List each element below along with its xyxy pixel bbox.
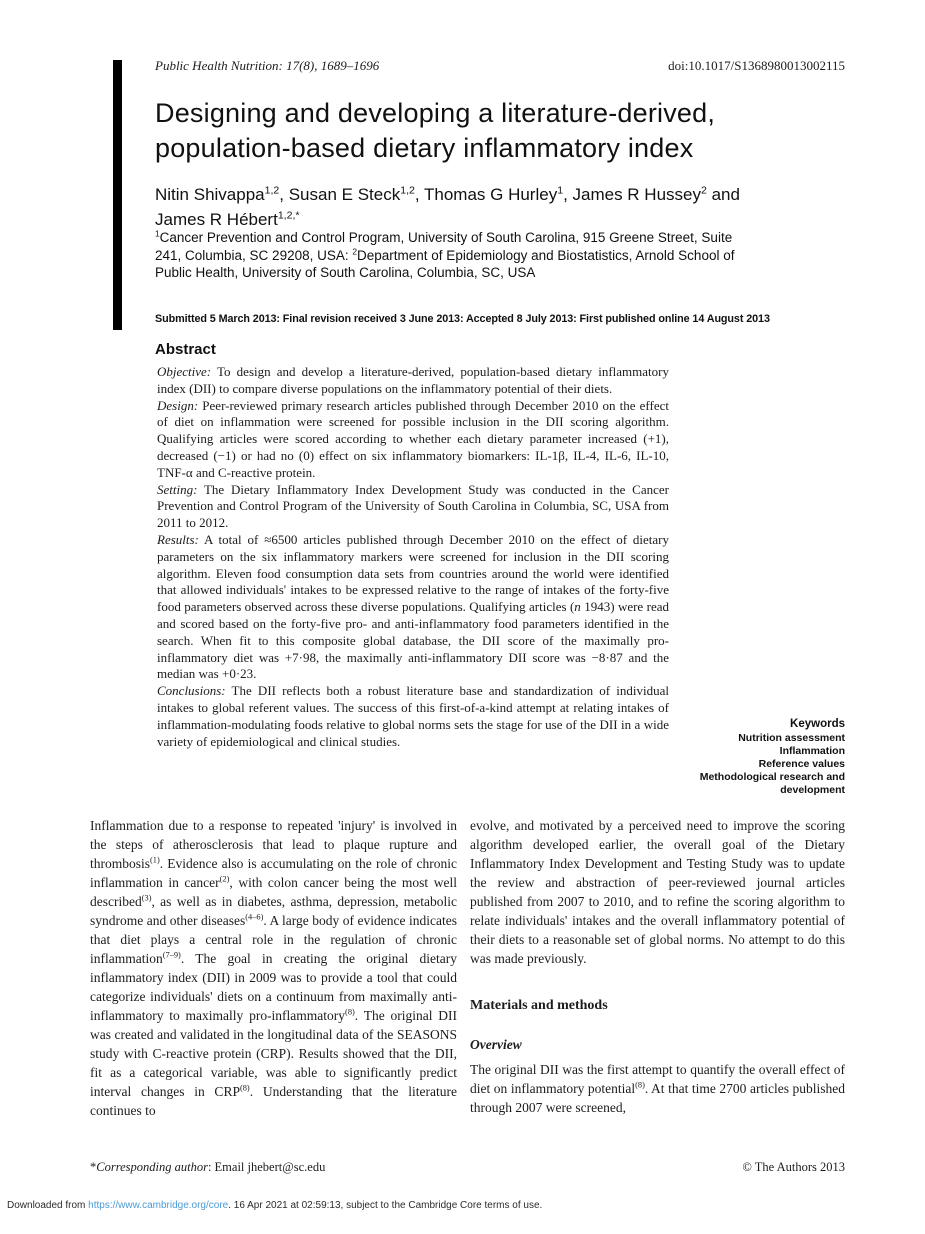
abstract-paragraph-setting: Setting: The Dietary Inflammatory Index Development Study was conducted in the Cancer Prevention and Control Program of the University of South Carolina in Columbia, SC, USA from 2011 to 2012. (157, 481, 669, 531)
abstract-paragraph-objective: Objective: To design and develop a literature-derived, population-based dietary inflammatory index (DII) to compare diverse populations on the inflammatory potential of their diets. (157, 364, 669, 396)
corresponding-author-note: *Corresponding author: Email jhebert@sc.edu (90, 1160, 326, 1174)
section-heading-materials-and-methods: Materials and methods (470, 998, 608, 1013)
abstract-paragraph-design: Design: Peer-reviewed primary research articles published through December 2010 on the effect of diet on inflammation were screened for possible inclusion in the DII scoring algorithm. Qualifying articles were scored according to whether each dietary parameter increased (+1), decreased (−1) or had no (0) effect on six inflammatory biomarkers: IL-1β, IL-4, IL-6, IL-10, TNF-α and C-reactive protein. (157, 397, 669, 480)
margin-bar (113, 60, 122, 330)
article-title: Designing and developing a literature-derived, population-based dietary inflammatory index (155, 98, 716, 163)
abstract-heading: Abstract (155, 341, 216, 358)
submission-history: Submitted 5 March 2013: Final revision received 3 June 2013: Accepted 8 July 2013: First published online 14 August 2013 (155, 313, 770, 325)
abstract-paragraph-results: Results: A total of ≈6500 articles published through December 2010 on the effect of dietary parameters on the six inflammatory markers were screened for inclusion in the DII scoring algorithm. Eleven food consumption data sets from countries around the world were identified that allowed individuals' intakes to be expressed relative to the range of intakes of the forty-five food parameters observed across these diverse populations. Qualifying articles (n 1943) were read and scored based on the forty-five pro- and anti-inflammatory food parameters identified in the search. When fit to this composite global database, the DII score of the maximally pro-inflammatory diet was +7·98, the maximally anti-inflammatory DII score was −8·87 and the median was +0·23. (157, 531, 669, 682)
keyword-item: Methodological research and development (699, 771, 845, 796)
download-notice: Downloaded from https://www.cambridge.org/core. 16 Apr 2021 at 02:59:13, subject to the Cambridge Core terms of use. (7, 1200, 543, 1211)
keywords-heading: Keywords (790, 718, 845, 730)
keyword-item: Nutrition assessment (738, 732, 845, 744)
body-left-column (90, 816, 457, 1120)
body-right-column (470, 816, 845, 1117)
copyright-notice: © The Authors 2013 (742, 1160, 845, 1174)
body-paragraph: Inflammation due to a response to repeated 'injury' is involved in the steps of atherosclerosis that lead to plaque rupture and thrombosis$^{(1)}$. Evidence also is accumulating on the role of chronic inflammation in cancer$^{(2)}$, with colon cancer being the most well described$^{(3)}$, as well as in diabetes, asthma, depression, metabolic syndrome and other diseases$^{(4-6)}$. A large body of evidence indicates that diet plays a central role in the regulation of chronic inflammation$^{(7-9)}$. The goal in creating the original dietary inflammatory index (DII) in 2009 was to provide a tool that could categorize individuals' diets on a continuum from maximally anti-inflammatory to maximally pro-inflammatory$^{(8)}$. The original DII was created and validated in the longitudinal data of the SEASONS study with C-reactive protein (CRP). Results showed that the DII, fit as a categorical variable, was able to significantly predict interval changes in CRP$^{(8)}$. Understanding that the literature continues to (90, 818, 457, 1118)
abstract-body (157, 364, 669, 750)
keyword-item: Reference values (758, 758, 845, 770)
body-paragraph: evolve, and motivated by a perceived need to improve the scoring algorithm developed earlier, the overall goal of the Dietary Inflammatory Index Development and Testing Study was to update the review and abstraction of peer-reviewed journal articles published from 2007 to 2010, and to refine the scoring algorithm to relate individuals' intakes and the overall inflammatory potential of their diets to a reasonable set of global norms. No attempt to do this was made previously. (470, 818, 845, 966)
keywords-block (677, 718, 845, 797)
cambridge-core-link[interactable]: https://www.cambridge.org/core (88, 1200, 229, 1211)
journal-citation: Public Health Nutrition: 17(8), 1689–1696 (155, 58, 380, 73)
doi-text: doi:10.1017/S1368980013002115 (668, 58, 845, 73)
authors-line: Nitin Shivappa$^{1,2}$, Susan E Steck$^{1,2}$, Thomas G Hurley$^1$, James R Hussey$^2$ and James R Hébert$^{1,2,*}$ (155, 184, 740, 229)
keyword-item: Inflammation (779, 745, 845, 757)
subsection-heading-overview: Overview (470, 1037, 522, 1052)
body-paragraph: The original DII was the first attempt to quantify the overall effect of diet on inflammatory potential$^{(8)}$. At that time 2700 articles published through 2007 were screened, (470, 1062, 845, 1115)
affiliations: $^1$Cancer Prevention and Control Program, University of South Carolina, 915 Greene Street, Suite 241, Columbia, SC 29208, USA: $^2$Department of Epidemiology and Biostatistics, Arnold School of Public Health, University of South Carolina, Columbia, SC, USA (155, 228, 735, 280)
abstract-paragraph-conclusions: Conclusions: The DII reflects both a robust literature base and standardization of individual intakes to global referent values. The success of this first-of-a-kind attempt at relating intakes of inflammation-modulating foods relative to global norms sets the stage for use of the DII in a wide variety of epidemiological and clinical studies. (157, 683, 669, 749)
